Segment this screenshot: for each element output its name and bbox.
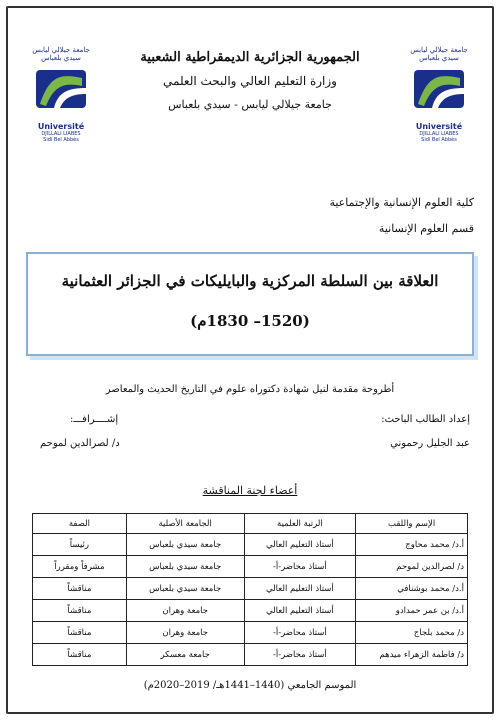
thesis-title-box — [26, 252, 474, 356]
column-header-name: الإسم واللقب — [356, 514, 468, 534]
academic-year: الموسم الجامعي (1440–1441هـ/ 2019–2020م) — [143, 680, 357, 691]
thesis-statement: أطروحة مقدمة لنيل شهادة دكتوراه علوم في التاريخ الحديث والمعاصر — [105, 384, 395, 395]
committee-table — [32, 513, 468, 666]
member-university: جامعة وهران — [126, 600, 244, 622]
faculty-name: كلية العلوم الإنسانية والإجتماعية — [329, 196, 474, 209]
member-university: جامعة وهران — [126, 622, 244, 644]
member-name: أ.د/ محمد محاوج — [356, 534, 468, 556]
prepared-by-label: إعداد الطالب الباحث: — [381, 414, 470, 425]
university-logo-right — [400, 46, 478, 143]
column-header-rank: الرتبة العلمية — [244, 514, 356, 534]
table-header-row — [33, 514, 468, 534]
supervisor-name: د/ لصرالدين لموحم — [40, 438, 120, 449]
table-row — [33, 600, 468, 622]
logo-university-label: Université — [415, 122, 463, 131]
logo-university-city: Sidi Bel Abbès — [421, 137, 457, 143]
member-role: مناقشاً — [33, 600, 127, 622]
member-rank: أستاذ محاضر-أ- — [244, 644, 356, 666]
table-row — [33, 622, 468, 644]
member-rank: أستاذ التعليم العالي — [244, 600, 356, 622]
member-rank: أستاذ التعليم العالي — [244, 578, 356, 600]
member-name: د/ لصرالدين لموحم — [356, 556, 468, 578]
logo-caption-arabic-city: سيدي بلعباس — [419, 54, 459, 62]
member-rank: أستاذ محاضر-أ- — [244, 556, 356, 578]
department-name: قسم العلوم الإنسانية — [378, 222, 474, 235]
thesis-period: (1520– 1830م) — [190, 312, 310, 330]
udl-emblem-icon — [410, 64, 468, 122]
logo-university-name: DJILLALI LIABES — [419, 131, 459, 137]
logo-caption-arabic: جامعة جيلالي ليابس — [32, 46, 90, 54]
column-header-university: الجامعة الأصلية — [126, 514, 244, 534]
logo-university-name: DJILLALI LIABES — [41, 131, 81, 137]
republic-header: الجمهورية الجزائرية الديمقراطية الشعبية — [140, 50, 360, 65]
logo-caption-arabic: جامعة جيلالي ليابس — [410, 46, 468, 54]
member-name: د/ فاطمة الزهراء ميدهم — [356, 644, 468, 666]
member-name: د/ محمد بلجاج — [356, 622, 468, 644]
committee-title: أعضاء لجنة المناقشة — [202, 484, 298, 497]
udl-emblem-icon — [32, 64, 90, 122]
table-row — [33, 534, 468, 556]
table-row — [33, 644, 468, 666]
member-role: مناقشاً — [33, 644, 127, 666]
column-header-role: الصفة — [33, 514, 127, 534]
member-name: أ.د/ بن عمر حمدادو — [356, 600, 468, 622]
supervision-label: إشــــرافـــ: — [70, 414, 119, 425]
university-header: جامعة جيلالي ليابس - سيدي بلعباس — [168, 98, 332, 111]
member-role: مشرفاً ومقرراً — [33, 556, 127, 578]
student-name: عبد الجليل رحموني — [390, 438, 470, 449]
member-university: جامعة سيدي بلعباس — [126, 534, 244, 556]
ministry-header: وزارة التعليم العالي والبحث العلمي — [163, 74, 337, 88]
table-row — [33, 556, 468, 578]
member-name: أ.د/ محمد بوشنافي — [356, 578, 468, 600]
member-role: رئيساً — [33, 534, 127, 556]
member-role: مناقشاً — [33, 578, 127, 600]
logo-university-city: Sidi Bel Abbès — [43, 137, 79, 143]
thesis-title: العلاقة بين السلطة المركزية والبايليكات في الجزائر العثمانية — [61, 272, 439, 290]
logo-caption-arabic-city: سيدي بلعباس — [41, 54, 81, 62]
table-row — [33, 578, 468, 600]
member-university: جامعة سيدي بلعباس — [126, 578, 244, 600]
member-university: جامعة سيدي بلعباس — [126, 556, 244, 578]
member-role: مناقشاً — [33, 622, 127, 644]
logo-university-label: Université — [37, 122, 85, 131]
university-logo-left — [22, 46, 100, 143]
member-rank: أستاذ محاضر-أ- — [244, 622, 356, 644]
member-university: جامعة معسكر — [126, 644, 244, 666]
member-rank: أستاذ التعليم العالي — [244, 534, 356, 556]
